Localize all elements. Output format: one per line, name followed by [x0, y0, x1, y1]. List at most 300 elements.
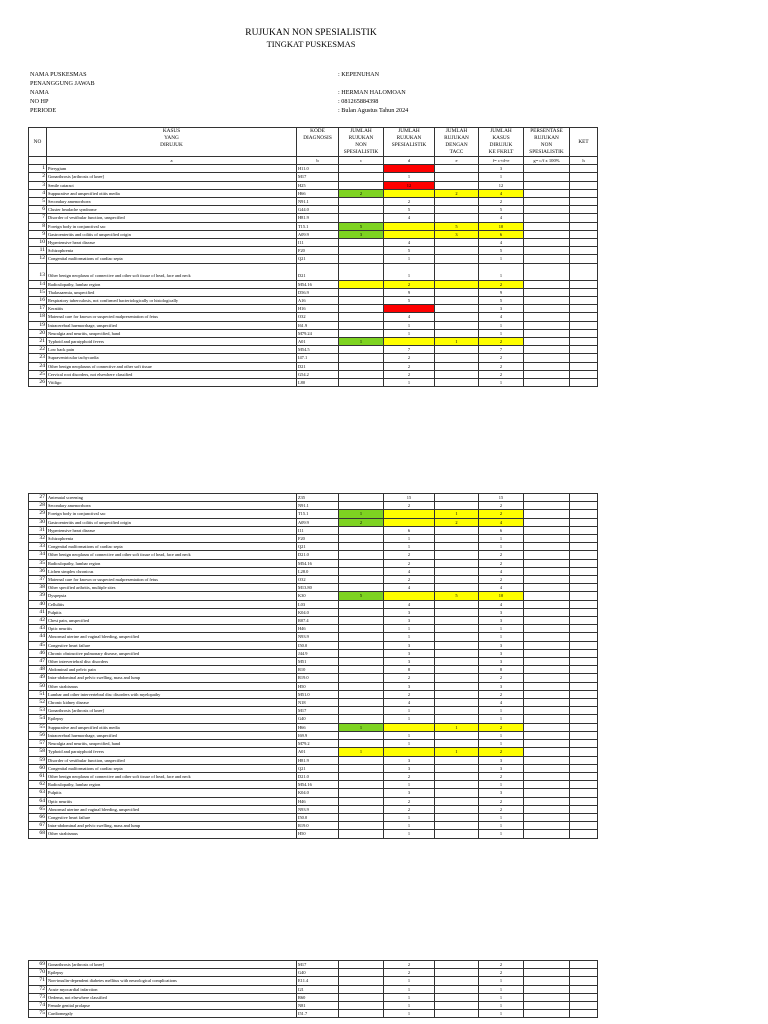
non-specialist-count	[339, 567, 384, 575]
tacc-count	[435, 559, 479, 567]
non-specialist-count	[339, 977, 384, 985]
specialist-count	[384, 748, 435, 756]
tacc-count	[435, 214, 479, 222]
table-row	[29, 354, 598, 362]
tacc-count	[435, 985, 479, 993]
diagnosis-code: D21	[297, 263, 339, 280]
case-name: Cellulitis	[47, 600, 297, 608]
case-name: Gastroenteritis and colitis of unspecified origin	[47, 518, 297, 526]
ket	[570, 715, 598, 723]
table-row	[29, 230, 598, 238]
case-name: Intracerebral haemorrhage, unspecified	[47, 731, 297, 739]
specialist-count: 3	[384, 789, 435, 797]
case-name: Chest pain, unspecified	[47, 617, 297, 625]
info-value: : HERMAN HALOMOAN	[338, 89, 406, 96]
ket	[570, 969, 598, 977]
ket	[570, 674, 598, 682]
specialist-count: 2	[384, 370, 435, 378]
non-specialist-count	[339, 797, 384, 805]
ket	[570, 313, 598, 321]
case-name: Secondary amenorrhoea	[47, 502, 297, 510]
table-row	[29, 781, 598, 789]
ket	[570, 551, 598, 559]
diagnosis-code: M54.16	[297, 781, 339, 789]
fkrlt-total: 2	[479, 772, 524, 780]
diagnosis-code: H16	[297, 305, 339, 313]
specialist-count: 4	[384, 239, 435, 247]
non-specialist-count	[339, 830, 384, 838]
specialist-count: 9	[384, 288, 435, 296]
fkrlt-total: 5	[479, 297, 524, 305]
header-persentase: PERSENTASE RUJUKAN NON SPESIALISTIK	[524, 128, 570, 157]
case-name: Neuralgia and neuritis, unspecified, hand	[47, 740, 297, 748]
fkrlt-total: 2	[479, 370, 524, 378]
info-row	[30, 97, 408, 106]
tacc-count	[435, 362, 479, 370]
non-specialist-count	[339, 690, 384, 698]
specialist-count: 1	[384, 379, 435, 387]
percentage	[524, 592, 570, 600]
percentage	[524, 608, 570, 616]
table-row	[29, 297, 598, 305]
diagnosis-code: R10	[297, 666, 339, 674]
tacc-count	[435, 247, 479, 255]
case-name: Acute myocardial infarction	[47, 985, 297, 993]
non-specialist-count	[339, 715, 384, 723]
percentage	[524, 977, 570, 985]
specialist-count: 4	[384, 567, 435, 575]
table-row	[29, 559, 598, 567]
row-no: 35	[29, 559, 47, 567]
ket	[570, 707, 598, 715]
ket	[570, 592, 598, 600]
tacc-count: 2	[435, 518, 479, 526]
fkrlt-total: 2	[479, 354, 524, 362]
percentage	[524, 756, 570, 764]
specialist-count: 1	[384, 781, 435, 789]
specialist-count: 2	[384, 362, 435, 370]
percentage	[524, 362, 570, 370]
fkrlt-total: 10	[479, 222, 524, 230]
table-row	[29, 625, 598, 633]
table-row	[29, 313, 598, 321]
diagnosis-code: A01	[297, 338, 339, 346]
info-value: : KEPENUHAN	[338, 71, 380, 78]
info-label: NO HP	[30, 98, 49, 105]
specialist-count	[384, 305, 435, 313]
percentage	[524, 198, 570, 206]
tacc-count	[435, 526, 479, 534]
fkrlt-total: 1	[479, 263, 524, 280]
table-row	[29, 329, 598, 337]
table-row	[29, 551, 598, 559]
case-name: Gonarthrosis [arthrosis of knee]	[47, 707, 297, 715]
percentage	[524, 206, 570, 214]
diagnosis-code: Q21	[297, 543, 339, 551]
tacc-count	[435, 551, 479, 559]
percentage	[524, 173, 570, 181]
fkrlt-total: 3	[479, 658, 524, 666]
row-no: 32	[29, 535, 47, 543]
tacc-count: 1	[435, 510, 479, 518]
percentage	[524, 280, 570, 288]
row-no: 71	[29, 977, 47, 985]
ket	[570, 961, 598, 969]
case-name: Thalassaemia, unspecified	[47, 288, 297, 296]
specialist-count: 4	[384, 699, 435, 707]
case-name: Hypertensive heart disease	[47, 239, 297, 247]
row-no: 57	[29, 740, 47, 748]
ket	[570, 559, 598, 567]
diagnosis-code: K30	[297, 592, 339, 600]
diagnosis-code: H50	[297, 682, 339, 690]
row-no: 15	[29, 288, 47, 296]
header-fkrlt: JUMLAH KASUS DIRUJUK KE FKRLT	[479, 128, 524, 157]
col-label: g= c/f x 100%	[524, 157, 570, 165]
fkrlt-total: 9	[479, 288, 524, 296]
row-no: 70	[29, 969, 47, 977]
non-specialist-count	[339, 288, 384, 296]
table-row	[29, 510, 598, 518]
info-label: PERIODE	[30, 107, 57, 114]
table-row	[29, 173, 598, 181]
fkrlt-total: 1	[479, 707, 524, 715]
tacc-count	[435, 543, 479, 551]
table-row	[29, 535, 598, 543]
specialist-count: 2	[384, 502, 435, 510]
ket	[570, 543, 598, 551]
fkrlt-total: 4	[479, 600, 524, 608]
specialist-count: 2	[384, 354, 435, 362]
percentage	[524, 961, 570, 969]
specialist-count: 3	[384, 608, 435, 616]
percentage	[524, 633, 570, 641]
col-label: c	[339, 157, 384, 165]
ket	[570, 370, 598, 378]
col-label	[29, 157, 47, 165]
page-subtitle: TINGKAT PUSKESMAS	[266, 39, 356, 49]
referral-table-3	[28, 960, 598, 1018]
percentage	[524, 740, 570, 748]
row-no: 42	[29, 617, 47, 625]
case-name: Suppurative and unspecified otitis media	[47, 723, 297, 731]
referral-table-1	[28, 127, 598, 387]
info-label: NAMA	[30, 89, 49, 96]
diagnosis-code: I51.7	[297, 1010, 339, 1018]
case-name: Female genital prolapse	[47, 1002, 297, 1010]
case-name: Foreign body in conjunctival sac	[47, 510, 297, 518]
case-name: Other benign neoplasm of connective and other soft tissue of head, face and neck	[47, 263, 297, 280]
diagnosis-code: H66	[297, 723, 339, 731]
header-row	[29, 128, 598, 157]
percentage	[524, 222, 570, 230]
percentage	[524, 969, 570, 977]
tacc-count	[435, 715, 479, 723]
fkrlt-total: 1	[479, 715, 524, 723]
case-name: Oedema, not elsewhere classified	[47, 993, 297, 1001]
ket	[570, 813, 598, 821]
percentage	[524, 723, 570, 731]
table-row	[29, 584, 598, 592]
non-specialist-count: 1	[339, 748, 384, 756]
case-name: Abnormal uterine and vaginal bleeding, unspecified	[47, 633, 297, 641]
case-name: Other strabismus	[47, 830, 297, 838]
non-specialist-count	[339, 543, 384, 551]
specialist-count: 4	[384, 600, 435, 608]
non-specialist-count	[339, 321, 384, 329]
specialist-count: 4	[384, 313, 435, 321]
percentage	[524, 214, 570, 222]
tacc-count	[435, 633, 479, 641]
specialist-count: 2	[384, 576, 435, 584]
non-specialist-count	[339, 756, 384, 764]
percentage	[524, 255, 570, 263]
case-name: Congenital malformations of cardiac septa	[47, 255, 297, 263]
percentage	[524, 985, 570, 993]
fkrlt-total: 1	[479, 731, 524, 739]
row-no: 47	[29, 658, 47, 666]
diagnosis-code: M17	[297, 173, 339, 181]
non-specialist-count	[339, 576, 384, 584]
case-name: Respiratory tuberculosis, not confirmed bacteriologically or histologically	[47, 297, 297, 305]
row-no: 29	[29, 510, 47, 518]
tacc-count	[435, 961, 479, 969]
ket	[570, 740, 598, 748]
percentage	[524, 617, 570, 625]
case-name: Maternal care for known or suspected malpresentation of fetus	[47, 576, 297, 584]
table-row	[29, 797, 598, 805]
percentage	[524, 346, 570, 354]
row-no: 75	[29, 1010, 47, 1018]
percentage	[524, 830, 570, 838]
fkrlt-total: 1	[479, 255, 524, 263]
specialist-count: 2	[384, 961, 435, 969]
non-specialist-count	[339, 305, 384, 313]
diagnosis-code: I50.0	[297, 813, 339, 821]
header-spesialistik: JUMLAH RUJUKAN SPESIALISTIK	[384, 128, 435, 157]
non-specialist-count	[339, 255, 384, 263]
table-row	[29, 288, 598, 296]
case-name: Pulpitis	[47, 789, 297, 797]
fkrlt-total: 4	[479, 567, 524, 575]
row-no: 40	[29, 600, 47, 608]
table-row	[29, 969, 598, 977]
specialist-count: 2	[384, 674, 435, 682]
non-specialist-count	[339, 263, 384, 280]
table-row	[29, 592, 598, 600]
ket	[570, 1010, 598, 1018]
info-row	[30, 70, 408, 79]
ket	[570, 658, 598, 666]
tacc-count	[435, 198, 479, 206]
percentage	[524, 674, 570, 682]
ket	[570, 263, 598, 280]
ket	[570, 723, 598, 731]
specialist-count	[384, 723, 435, 731]
ket	[570, 756, 598, 764]
fkrlt-total: 1	[479, 813, 524, 821]
table-row	[29, 756, 598, 764]
case-name: Schizophrenia	[47, 535, 297, 543]
non-specialist-count	[339, 181, 384, 189]
fkrlt-total: 3	[479, 764, 524, 772]
tacc-count	[435, 165, 479, 173]
non-specialist-count	[339, 707, 384, 715]
table-row	[29, 239, 598, 247]
non-specialist-count: 2	[339, 189, 384, 197]
fkrlt-total: 3	[479, 649, 524, 657]
row-no: 12	[29, 255, 47, 263]
tacc-count	[435, 772, 479, 780]
row-no: 65	[29, 805, 47, 813]
fkrlt-total: 1	[479, 822, 524, 830]
case-name: Chronic obstructive pulmonary disease, unspecified	[47, 649, 297, 657]
non-specialist-count	[339, 494, 384, 502]
row-no: 59	[29, 756, 47, 764]
percentage	[524, 518, 570, 526]
ket	[570, 690, 598, 698]
ket	[570, 789, 598, 797]
specialist-count: 1	[384, 1010, 435, 1018]
case-name: Cardiomegaly	[47, 1010, 297, 1018]
specialist-count: 3	[384, 764, 435, 772]
diagnosis-code: O32	[297, 313, 339, 321]
fkrlt-total: 1	[479, 625, 524, 633]
tacc-count	[435, 666, 479, 674]
row-no: 19	[29, 321, 47, 329]
info-value: : 081265884398	[338, 98, 379, 105]
percentage	[524, 502, 570, 510]
table-row	[29, 740, 598, 748]
tacc-count	[435, 789, 479, 797]
percentage	[524, 510, 570, 518]
fkrlt-total: 2	[479, 502, 524, 510]
case-name: Suppurative and unspecified otitis media	[47, 189, 297, 197]
row-no: 24	[29, 362, 47, 370]
fkrlt-total: 2	[479, 723, 524, 731]
diagnosis-code: H46	[297, 625, 339, 633]
diagnosis-code: M51	[297, 658, 339, 666]
non-specialist-count: 5	[339, 592, 384, 600]
non-specialist-count	[339, 682, 384, 690]
case-name: Gonarthrosis [arthrosis of knee]	[47, 173, 297, 181]
percentage	[524, 748, 570, 756]
percentage	[524, 707, 570, 715]
percentage	[524, 764, 570, 772]
ket	[570, 731, 598, 739]
non-specialist-count	[339, 329, 384, 337]
ket	[570, 354, 598, 362]
diagnosis-code: N93.9	[297, 805, 339, 813]
specialist-count: 4	[384, 584, 435, 592]
fkrlt-total: 2	[479, 690, 524, 698]
table-row	[29, 543, 598, 551]
non-specialist-count	[339, 699, 384, 707]
diagnosis-code: H66	[297, 189, 339, 197]
diagnosis-code: N91.1	[297, 198, 339, 206]
specialist-count: 1	[384, 535, 435, 543]
ket	[570, 247, 598, 255]
non-specialist-count	[339, 297, 384, 305]
tacc-count	[435, 288, 479, 296]
fkrlt-total: 3	[479, 165, 524, 173]
fkrlt-total: 1	[479, 977, 524, 985]
row-no: 51	[29, 690, 47, 698]
fkrlt-total: 1	[479, 543, 524, 551]
non-specialist-count	[339, 526, 384, 534]
table-row	[29, 181, 598, 189]
row-no: 73	[29, 993, 47, 1001]
fkrlt-total: 2	[479, 969, 524, 977]
table-row	[29, 674, 598, 682]
fkrlt-total: 2	[479, 362, 524, 370]
fkrlt-total: 4	[479, 214, 524, 222]
case-name: Other benign neoplasm of connective and other soft tissue of head, face and neck	[47, 772, 297, 780]
row-no: 21	[29, 338, 47, 346]
table-row	[29, 813, 598, 821]
col-label: a	[47, 157, 297, 165]
non-specialist-count	[339, 1002, 384, 1010]
row-no: 50	[29, 682, 47, 690]
diagnosis-code: R07.4	[297, 617, 339, 625]
specialist-count: 3	[384, 658, 435, 666]
ket	[570, 494, 598, 502]
specialist-count: 1	[384, 543, 435, 551]
ket	[570, 535, 598, 543]
ket	[570, 822, 598, 830]
non-specialist-count	[339, 1010, 384, 1018]
header-kode: KODE DIAGNOSIS	[297, 128, 339, 157]
ket	[570, 198, 598, 206]
fkrlt-total: 1	[479, 740, 524, 748]
percentage	[524, 288, 570, 296]
percentage	[524, 813, 570, 821]
row-no: 52	[29, 699, 47, 707]
row-no: 61	[29, 772, 47, 780]
fkrlt-total: 1	[479, 993, 524, 1001]
header-non-spesialistik: JUMLAH RUJUKAN NON SPESIALISTIK	[339, 128, 384, 157]
fkrlt-total: 12	[479, 181, 524, 189]
specialist-count: 1	[384, 985, 435, 993]
tacc-count	[435, 805, 479, 813]
table-row	[29, 977, 598, 985]
ket	[570, 255, 598, 263]
non-specialist-count	[339, 649, 384, 657]
specialist-count: 1	[384, 715, 435, 723]
percentage	[524, 551, 570, 559]
non-specialist-count	[339, 674, 384, 682]
fkrlt-total: 2	[479, 805, 524, 813]
fkrlt-total: 15	[479, 494, 524, 502]
tacc-count	[435, 682, 479, 690]
header-no: NO	[29, 128, 47, 157]
table-row	[29, 1002, 598, 1010]
diagnosis-code: Z35	[297, 494, 339, 502]
table-row	[29, 985, 598, 993]
row-no: 67	[29, 822, 47, 830]
diagnosis-code: O32	[297, 576, 339, 584]
diagnosis-code: A16	[297, 297, 339, 305]
fkrlt-total: 3	[479, 641, 524, 649]
percentage	[524, 699, 570, 707]
case-name: Other strabismus	[47, 682, 297, 690]
tacc-count	[435, 756, 479, 764]
row-no: 22	[29, 346, 47, 354]
specialist-count	[384, 222, 435, 230]
tacc-count	[435, 699, 479, 707]
tacc-count	[435, 494, 479, 502]
row-no: 41	[29, 608, 47, 616]
